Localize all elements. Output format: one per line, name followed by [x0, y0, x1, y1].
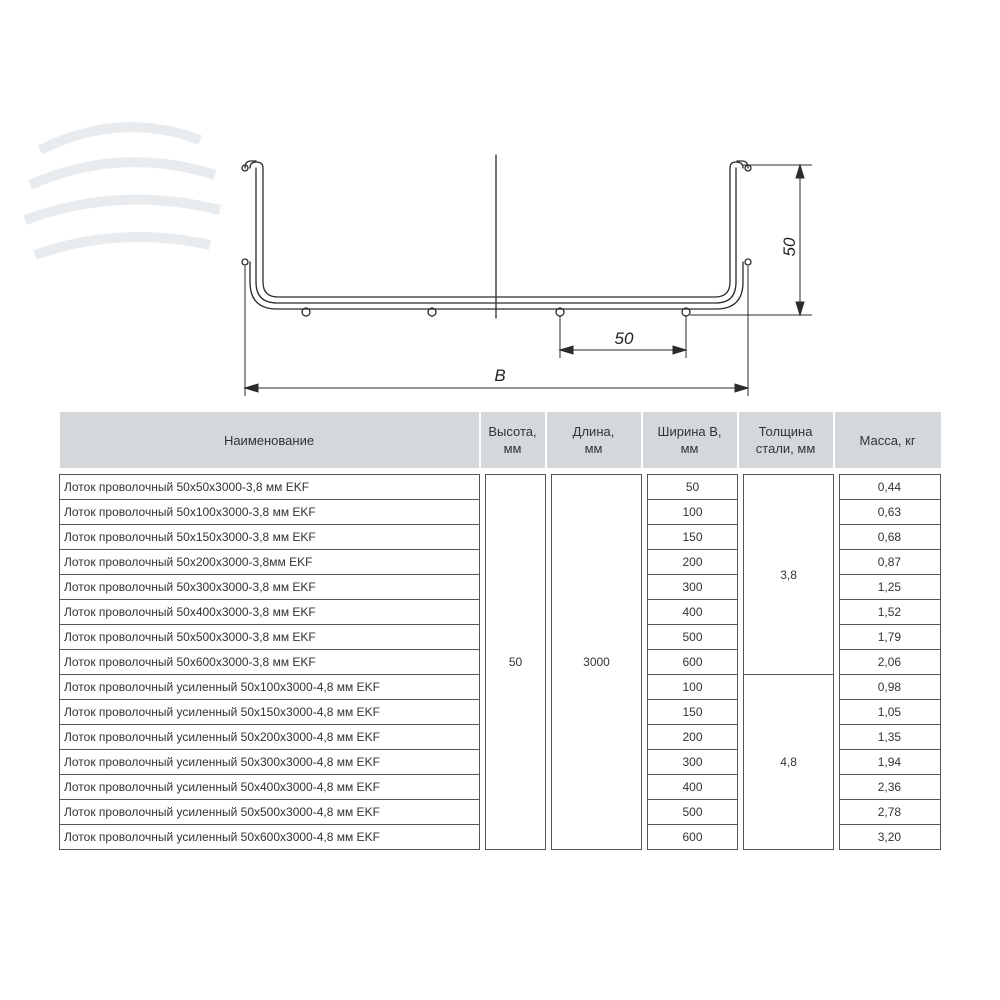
cell-mass: 0,44 [840, 475, 941, 500]
table-header-row [60, 412, 941, 468]
cell-name: Лоток проволочный 50х600х3000-3,8 мм EKF [60, 650, 480, 675]
cell-name: Лоток проволочный 50х200х3000-3,8мм EKF [60, 550, 480, 575]
tray-top-hook-right [730, 162, 743, 168]
cell-mass: 1,94 [840, 750, 941, 775]
header-mass: Масса, кг [834, 412, 941, 468]
cell-mass: 1,52 [840, 600, 941, 625]
cell-mass: 1,25 [840, 575, 941, 600]
cell-mass: 0,63 [840, 500, 941, 525]
cell-width: 600 [648, 825, 738, 850]
cell-name: Лоток проволочный усиленный 50х200х3000-4,8 мм EKF [60, 725, 480, 750]
width-dimension-label: B [494, 366, 506, 385]
tray-cross-section-drawing [0, 0, 1000, 410]
header-thickness: Толщина стали, мм [738, 412, 834, 468]
cell-length: 3000 [552, 475, 642, 850]
cell-height: 50 [486, 475, 546, 850]
table-row [60, 475, 941, 500]
cell-mass: 1,05 [840, 700, 941, 725]
cell-width: 50 [648, 475, 738, 500]
header-name: Наименование [60, 412, 480, 468]
cell-name: Лоток проволочный 50х50х3000-3,8 мм EKF [60, 475, 480, 500]
tray-top-hook-left [250, 162, 263, 168]
cell-mass: 0,98 [840, 675, 941, 700]
cell-mass: 1,79 [840, 625, 941, 650]
cell-thickness: 4,8 [744, 675, 834, 850]
cell-width: 400 [648, 775, 738, 800]
cell-mass: 0,68 [840, 525, 941, 550]
height-dimension-label: 50 [780, 237, 799, 257]
cell-name: Лоток проволочный усиленный 50х300х3000-4,8 мм EKF [60, 750, 480, 775]
cell-name: Лоток проволочный усиленный 50х400х3000-4,8 мм EKF [60, 775, 480, 800]
cell-width: 100 [648, 500, 738, 525]
cell-mass: 2,06 [840, 650, 941, 675]
cell-mass: 2,78 [840, 800, 941, 825]
cell-mass: 0,87 [840, 550, 941, 575]
cell-width: 300 [648, 575, 738, 600]
cell-width: 200 [648, 550, 738, 575]
cell-name: Лоток проволочный 50х400х3000-3,8 мм EKF [60, 600, 480, 625]
cell-thickness: 3,8 [744, 475, 834, 675]
cell-name: Лоток проволочный 50х500х3000-3,8 мм EKF [60, 625, 480, 650]
cell-width: 150 [648, 700, 738, 725]
cell-mass: 3,20 [840, 825, 941, 850]
tray-inner-right-wall [496, 168, 730, 297]
specification-table [59, 412, 941, 850]
cell-width: 150 [648, 525, 738, 550]
tray-inner-left-wall [263, 168, 496, 297]
cell-width: 400 [648, 600, 738, 625]
cell-width: 600 [648, 650, 738, 675]
tray-outer-left-wall [250, 262, 496, 309]
cell-name: Лоток проволочный 50х150х3000-3,8 мм EKF [60, 525, 480, 550]
cell-name: Лоток проволочный усиленный 50х500х3000-4,8 мм EKF [60, 800, 480, 825]
cell-mass: 2,36 [840, 775, 941, 800]
pitch-dimension-label: 50 [614, 329, 634, 348]
header-width: Ширина В, мм [642, 412, 738, 468]
cell-width: 500 [648, 625, 738, 650]
header-length: Длина, мм [546, 412, 642, 468]
header-height: Высота, мм [480, 412, 546, 468]
cell-mass: 1,35 [840, 725, 941, 750]
cell-width: 500 [648, 800, 738, 825]
cell-width: 300 [648, 750, 738, 775]
tray-outer-right-wall [496, 262, 743, 309]
cell-name: Лоток проволочный 50х300х3000-3,8 мм EKF [60, 575, 480, 600]
cell-width: 200 [648, 725, 738, 750]
cell-name: Лоток проволочный усиленный 50х600х3000-4,8 мм EKF [60, 825, 480, 850]
cell-name: Лоток проволочный усиленный 50х100х3000-4,8 мм EKF [60, 675, 480, 700]
cell-name: Лоток проволочный 50х100х3000-3,8 мм EKF [60, 500, 480, 525]
cell-width: 100 [648, 675, 738, 700]
cell-name: Лоток проволочный усиленный 50х150х3000-4,8 мм EKF [60, 700, 480, 725]
